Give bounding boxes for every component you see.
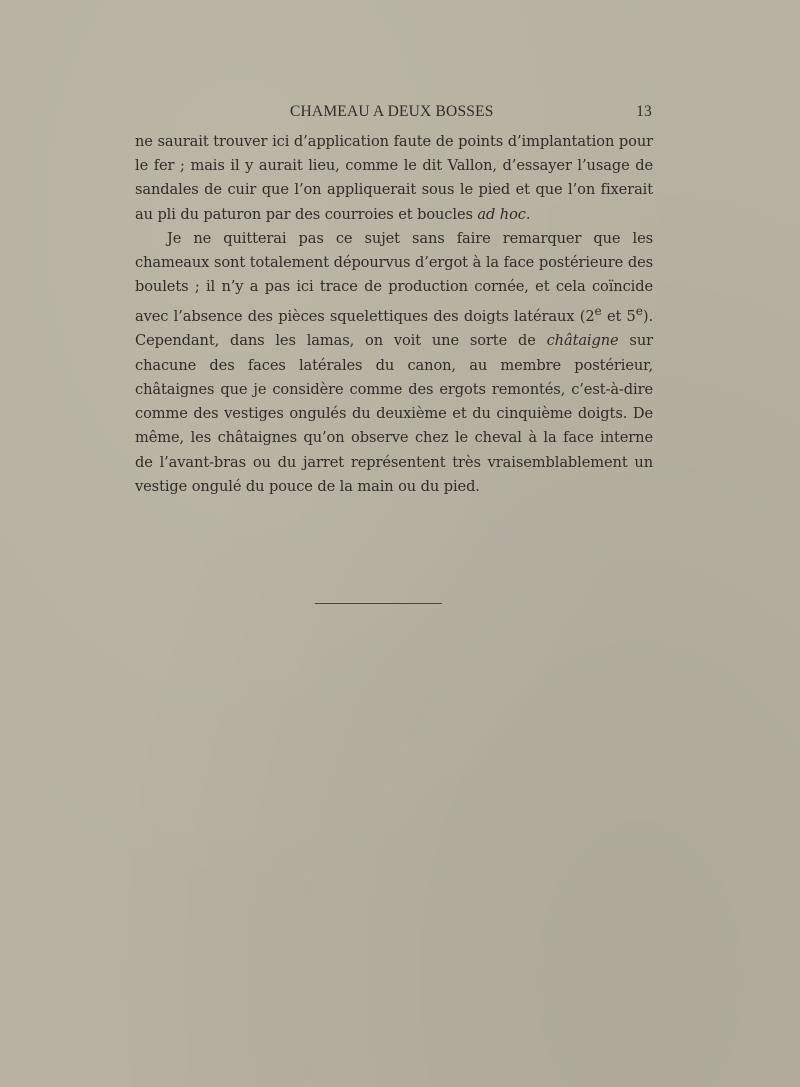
paragraph-2-sup-1: e [594,304,602,319]
running-title: CHAMEAU A DEUX BOSSES [290,103,494,120]
running-header [290,103,660,127]
paragraph-2-italic: châtaigne [546,332,619,350]
paragraph-2-text-3: ). Cependant, dans les lamas, on voit une sorte de [135,308,653,350]
paragraph-1-text: ne saurait trouver ici d’application faute de points d’implantation pour le fer ; mais il y aurait lieu, comme le dit Vallon, d’essayer l’usage de sandales de cuir que l’on appliquerait sous le pied et que l’on fixerait au pli du paturon par des courroies et boucles [135,133,653,223]
paragraph-1-italic: ad hoc. [477,205,531,223]
section-divider [315,603,442,604]
paragraph-2-text-2: et 5 [601,308,636,326]
paragraph-2-text-1: Je ne quitterai pas ce sujet sans faire remarquer que les chameaux sont totalement dépourvus d’ergot à la face postérieure des boulets ; il n’y a pas ici trace de production cornée, et cela coïncide avec l’absence des pièces squelettiques des doigts latéraux (2 [135,229,653,326]
body-text [135,130,653,499]
paragraph-2-sup-2: e [635,304,643,319]
page-number: 13 [636,103,652,120]
paragraph-1 [135,130,653,227]
paragraph-2-text-4: sur chacune des faces latérales du canon, au membre postérieur, châtaignes que je considère comme des ergots remontés, c’est-à-dire comme des vestiges ongulés du deuxième et du cinquième doigts. De même, les châtaignes qu’on observe chez le cheval à la face interne de l’avant-bras ou du jarret représentent très vraisemblablement un vestige ongulé du pouce de la main ou du pied. [135,332,653,495]
paragraph-2 [135,227,653,499]
